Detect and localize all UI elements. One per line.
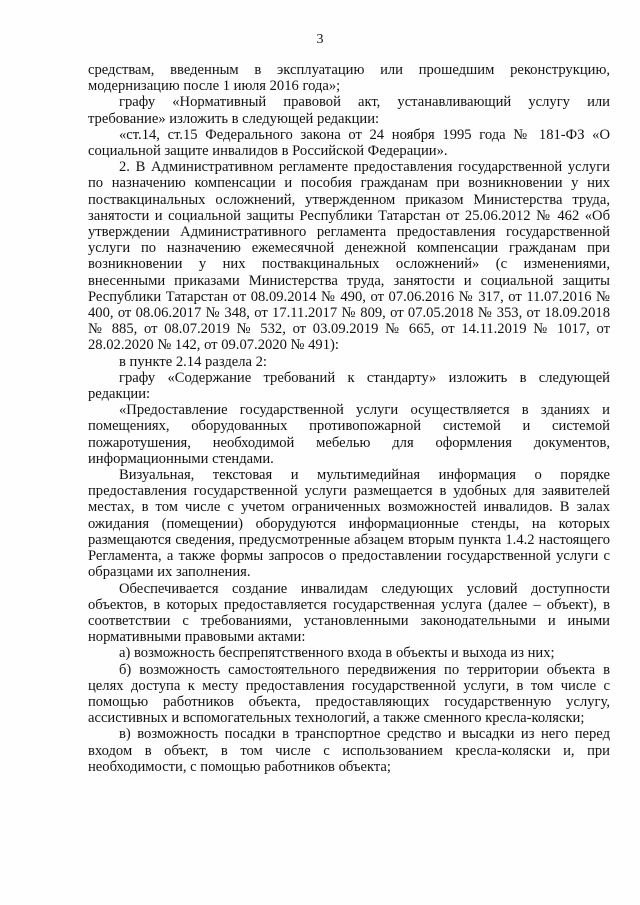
paragraph-premises-requirements: «Предоставление государственной услуги осуществляется в зданиях и помещениях, оборудованных противопожарной системой и системой пожаротушения, необходимой мебелью для оформления документов, информационными стендами. — [88, 402, 610, 467]
paragraph-information-placement: Визуальная, текстовая и мультимедийная информация о порядке предоставления государственной услуги размещается в удобных для заявителей местах, в том числе с учетом ограниченных возможностей инвалидов. В залах ожидания (помещении) оборудуются информационные стенды, на которых размещаются сведения, предусмотренные абзацем вторым пункта 1.4.2 настоящего Регламента, а также формы запросов о предоставлении государственной услуги с образцами их заполнения. — [88, 467, 610, 581]
paragraph-column-requirements-instruction: графу «Содержание требований к стандарту» изложить в следующей редакции: — [88, 369, 610, 403]
paragraph-continuation: средствам, введенным в эксплуатацию или прошедшим реконструкцию, модернизацию после 1 июля 2016 года»; — [88, 62, 610, 95]
paragraph-law-reference: «ст.14, ст.15 Федерального закона от 24 ноября 1995 года № 181-ФЗ «О социальной защите инвалидов в Российской Федерации». — [88, 126, 610, 160]
document-body — [88, 62, 610, 775]
list-item-b: б) возможность самостоятельного передвижения по территории объекта в целях доступа к месту предоставления государственной услуги, в том числе с помощью работников объекта, предоставляющих государственную услугу, ассистивных и вспомогательных технологий, а также сменного кресла-коляски; — [88, 661, 610, 727]
paragraph-regulation-amendment: 2. В Административном регламенте предоставления государственной услуги по назначению компенсации и пособия гражданам при возникновении у них поствакцинальных осложнений, утвержденном приказом Министерства труда, занятости и социальной защиты Республики Татарстан от 25.06.2012 № 462 «Об утверждении Административного регламента предоставления государственной услуги по назначению ежемесячной денежной компенсации гражданам при возникновении у них поствакцинальных осложнений» (с изменениями, внесенными приказами Министерства труда, занятости и социальной защиты Республики Татарстан от 08.09.2014 № 490, от 07.06.2016 № 317, от 11.07.2016 № 400, от 08.06.2017 № 348, от 17.11.2017 № 809, от 07.05.2018 № 353, от 18.09.2018 № 885, от 08.07.2019 № 532, от 03.09.2019 № 665, от 14.11.2019 № 1017, от 28.02.2020 № 142, от 09.07.2020 № 491): — [88, 159, 610, 354]
list-item-c: в) возможность посадки в транспортное средство и высадки из него перед входом в объект, в том числе с использованием кресла-коляски и, при необходимости, с помощью работников объекта; — [88, 726, 610, 775]
paragraph-clause-reference: в пункте 2.14 раздела 2: — [119, 353, 267, 370]
list-item-a: а) возможность беспрепятственного входа в объекты и выхода из них; — [119, 645, 555, 662]
paragraph-accessibility-conditions: Обеспечивается создание инвалидам следующих условий доступности объектов, в которых предоставляется государственная услуга (далее – объект), в соответствии с требованиями, установленными законодательными и иными нормативными правовыми актами: — [88, 580, 610, 646]
page-number: 3 — [316, 32, 324, 47]
paragraph-column-heading-instruction: графу «Нормативный правовой акт, устанавливающий услугу или требование» изложить в следующей редакции: — [88, 94, 610, 127]
